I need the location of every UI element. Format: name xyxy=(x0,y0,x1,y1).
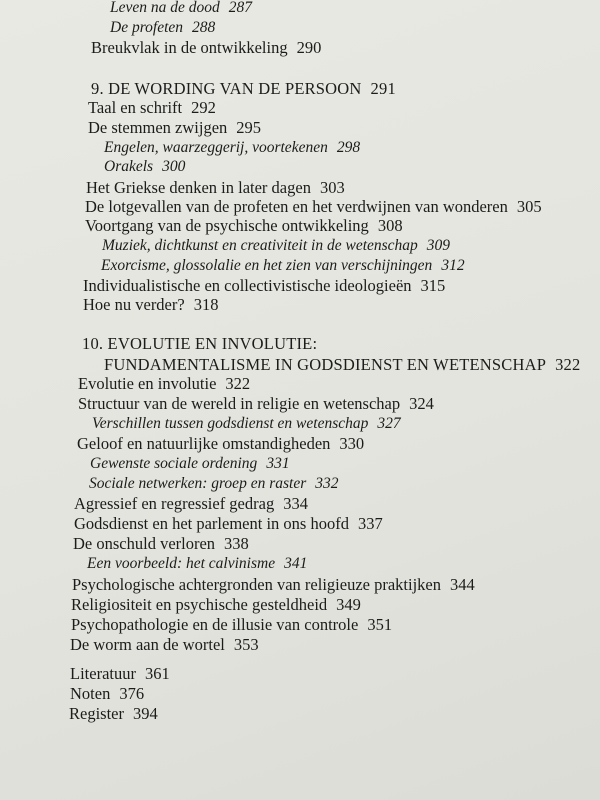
toc-title: Psychopathologie en de illusie van controle xyxy=(71,615,359,634)
toc-entry-literature xyxy=(70,666,170,683)
toc-entry xyxy=(78,396,434,413)
toc-title: Muziek, dichtkunst en creativiteit in de wetenschap xyxy=(102,237,418,254)
toc-entry xyxy=(71,617,392,634)
toc-title: Verschillen tussen godsdienst en wetenschap xyxy=(92,415,369,432)
toc-page-number: 334 xyxy=(283,494,308,513)
toc-page-number: 344 xyxy=(450,575,475,594)
toc-entry xyxy=(87,556,307,572)
toc-entry xyxy=(88,100,216,117)
toc-page-number: 322 xyxy=(555,355,581,374)
toc-title: Taal en schrift xyxy=(88,98,183,117)
toc-page-number: 330 xyxy=(339,434,365,453)
toc-page-number: 338 xyxy=(224,534,249,553)
toc-entry xyxy=(91,40,321,57)
toc-entry xyxy=(85,218,403,235)
toc-page-number: 305 xyxy=(516,197,542,216)
toc-entry xyxy=(72,577,475,594)
toc-entry xyxy=(110,20,215,36)
toc-page-number: 331 xyxy=(266,455,290,472)
toc-page-number: 361 xyxy=(144,664,170,683)
toc-title: FUNDAMENTALISME IN GODSDIENST EN WETENSCHAP xyxy=(104,355,547,374)
toc-title: Noten xyxy=(70,684,111,703)
toc-page-number: 324 xyxy=(409,394,434,413)
toc-title: Sociale netwerken: groep en raster xyxy=(89,475,307,492)
toc-entry xyxy=(110,0,252,16)
toc-entry xyxy=(104,159,185,175)
toc-title: Orakels xyxy=(104,158,154,175)
toc-entry-notes xyxy=(70,686,144,703)
toc-entry xyxy=(90,456,290,472)
toc-entry xyxy=(89,476,338,492)
toc-page-number: 290 xyxy=(296,38,322,57)
toc-title: Een voorbeeld: het calvinisme xyxy=(87,555,276,572)
toc-page-number: 303 xyxy=(319,178,345,197)
toc-title: Godsdienst en het parlement in ons hoofd xyxy=(74,514,349,533)
toc-title: Voortgang van de psychische ontwikkeling xyxy=(85,216,369,235)
toc-entry xyxy=(92,416,401,432)
toc-title: Geloof en natuurlijke omstandigheden xyxy=(77,434,331,453)
toc-title: Engelen, waarzeggerij, voortekenen xyxy=(104,139,328,156)
toc-title: Breukvlak in de ontwikkeling xyxy=(91,38,288,57)
toc-page-number: 315 xyxy=(420,276,446,295)
toc-entry xyxy=(83,297,218,314)
toc-title: De stemmen zwijgen xyxy=(88,118,228,137)
toc-entry xyxy=(102,238,450,254)
toc-entry xyxy=(101,258,465,274)
toc-title: Register xyxy=(69,704,124,723)
toc-title: Gewenste sociale ordening xyxy=(90,455,258,472)
toc-entry xyxy=(77,436,364,453)
toc-entry xyxy=(73,536,249,553)
toc-page-number: 309 xyxy=(426,237,451,254)
toc-page-number: 332 xyxy=(315,475,339,492)
toc-page-number: 288 xyxy=(192,19,216,36)
toc-entry xyxy=(104,140,360,156)
toc-page-number: 292 xyxy=(191,98,216,117)
toc-page-number: 300 xyxy=(162,158,186,175)
toc-title: Evolutie en involutie xyxy=(78,374,217,393)
toc-page-number: 394 xyxy=(133,704,158,723)
toc-title: 10. EVOLUTIE EN INVOLUTIE: xyxy=(82,334,318,353)
toc-title: Hoe nu verder? xyxy=(83,295,185,314)
toc-page-number: 353 xyxy=(233,635,259,654)
toc-entry xyxy=(74,496,308,513)
toc-page-number: 287 xyxy=(228,0,253,16)
chapter-heading xyxy=(82,336,317,353)
toc-entry-register xyxy=(69,706,158,723)
toc-title: Religiositeit en psychische gesteldheid xyxy=(71,595,328,614)
toc-page-number: 376 xyxy=(119,684,145,703)
chapter-heading-continued xyxy=(104,357,580,374)
toc-page-number: 337 xyxy=(357,514,383,533)
toc-title: Psychologische achtergronden van religieuze praktijken xyxy=(72,575,441,594)
toc-entry xyxy=(74,516,383,533)
toc-entry xyxy=(88,120,261,137)
toc-title: De profeten xyxy=(110,19,184,36)
chapter-heading xyxy=(91,81,396,98)
toc-entry xyxy=(71,597,361,614)
toc-page-number: 318 xyxy=(193,295,219,314)
toc-page-number: 298 xyxy=(336,139,361,156)
toc-title: Het Griekse denken in later dagen xyxy=(86,178,311,197)
toc-title: 9. DE WORDING VAN DE PERSOON xyxy=(91,79,362,98)
toc-title: De lotgevallen van de profeten en het verdwijnen van wonderen xyxy=(85,197,508,216)
toc-page-number: 322 xyxy=(225,374,251,393)
toc-page-number: 291 xyxy=(370,79,396,98)
toc-entry xyxy=(83,278,445,295)
toc-page-number: 312 xyxy=(441,257,465,274)
toc-entry xyxy=(85,199,542,216)
toc-page-number: 351 xyxy=(367,615,393,634)
toc-page-number: 327 xyxy=(377,415,401,432)
toc-page-number: 295 xyxy=(236,118,262,137)
toc-title: Structuur van de wereld in religie en wetenschap xyxy=(78,394,401,413)
toc-title: De onschuld verloren xyxy=(73,534,216,553)
toc-entry xyxy=(70,637,259,654)
toc-page-number: 341 xyxy=(284,555,308,572)
toc-title: Agressief en regressief gedrag xyxy=(74,494,275,513)
toc-entry xyxy=(86,180,345,197)
toc-page-number: 308 xyxy=(377,216,403,235)
toc-title: De worm aan de wortel xyxy=(70,635,225,654)
toc-title: Individualistische en collectivistische ideologieën xyxy=(83,276,412,295)
toc-page-number: 349 xyxy=(336,595,361,614)
toc-title: Exorcisme, glossolalie en het zien van verschijningen xyxy=(101,257,433,274)
toc-entry xyxy=(78,376,250,393)
toc-title: Literatuur xyxy=(70,664,136,683)
toc-title: Leven na de dood xyxy=(110,0,220,16)
